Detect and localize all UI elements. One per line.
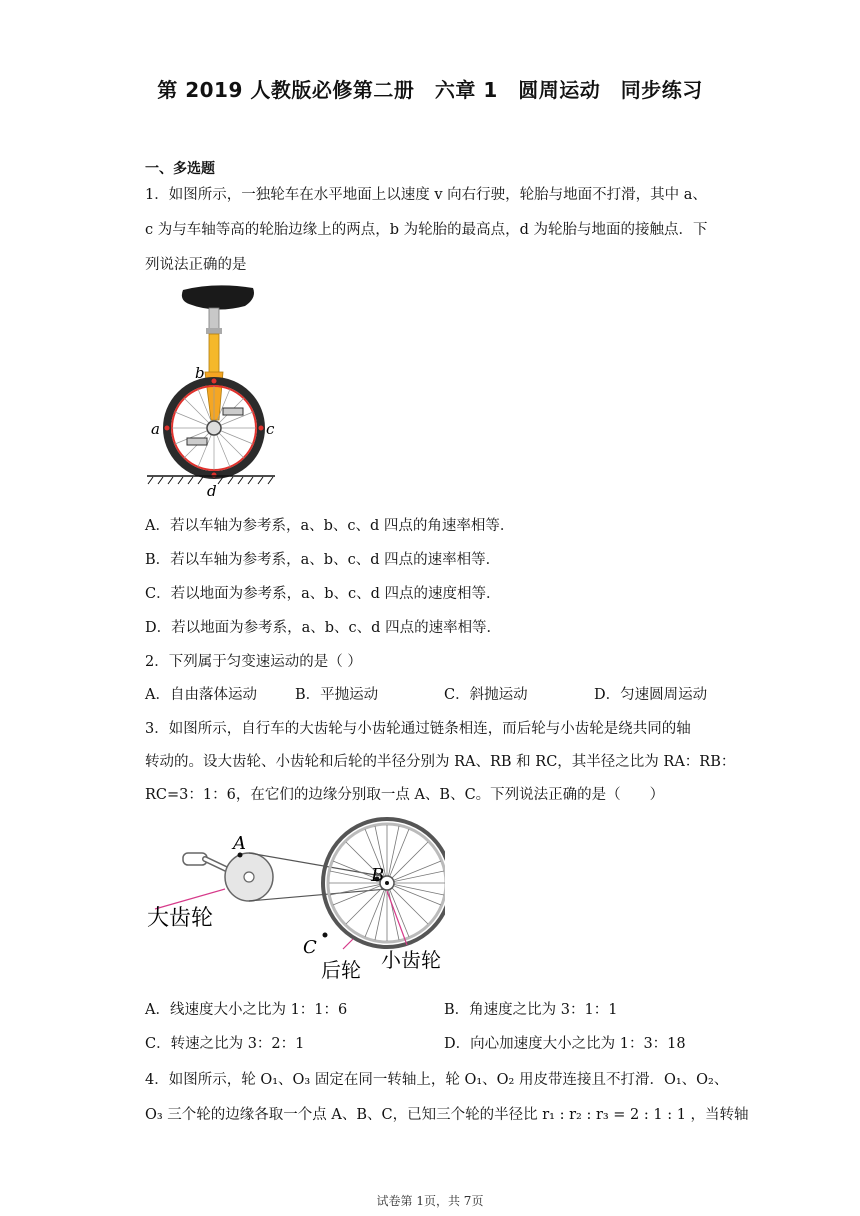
q1-option-c: C．若以地面为参考系，a、b、c、d 四点的速度相等． xyxy=(145,586,501,602)
q1-option-d: D．若以地面为参考系，a、b、c、d 四点的速率相等． xyxy=(145,620,502,636)
section-heading: 一、多选题 xyxy=(145,161,215,177)
q3-stem-line1: 3．如图所示，自行车的大齿轮与小齿轮通过链条相连，而后轮与小齿轮是绕共同的轴 xyxy=(145,721,691,737)
q3-option-a: A．线速度大小之比为 1：1：6 xyxy=(145,1002,348,1018)
q4-stem-line1: 4．如图所示，轮 O₁、O₃ 固定在同一转轴上，轮 O₁、O₂ 用皮带连接且不打滑．O₁、O₂、 xyxy=(145,1072,729,1088)
q2-option-b: B．平抛运动 xyxy=(295,687,379,703)
q3-label-A: A xyxy=(233,833,246,854)
q1-label-b: b xyxy=(195,364,205,382)
q3-label-small-gear: 小齿轮 xyxy=(381,948,441,972)
q2-option-d: D．匀速圆周运动 xyxy=(594,687,708,703)
bicycle-gear-figure xyxy=(145,815,445,985)
q4-stem-line2: O₃ 三个轮的边缘各取一个点 A、B、C，已知三个轮的半径比 r₁ : r₂ : r₃ = 2 : 1 : 1 ，当转轴 xyxy=(145,1107,749,1123)
q3-label-rear-wheel: 后轮 xyxy=(321,958,361,982)
q3-option-d: D．向心加速度大小之比为 1：3：18 xyxy=(444,1036,686,1052)
q3-option-c: C．转速之比为 3：2：1 xyxy=(145,1036,305,1052)
q1-option-b: B．若以车轴为参考系，a、b、c、d 四点的速率相等． xyxy=(145,552,501,568)
q2-option-c: C．斜抛运动 xyxy=(444,687,528,703)
q3-option-b: B．角速度之比为 3：1：1 xyxy=(444,1002,618,1018)
q3-label-C: C xyxy=(303,937,317,958)
page-footer: 试卷第 1页，共 7页 xyxy=(376,1194,484,1208)
q1-label-c: c xyxy=(266,420,275,438)
page-title: 第 2019 人教版必修第二册 六章 1 圆周运动 同步练习 xyxy=(157,78,703,102)
q1-stem-line3: 列说法正确的是 xyxy=(145,257,247,273)
q1-option-a: A．若以车轴为参考系，a、b、c、d 四点的角速率相等． xyxy=(145,518,515,534)
q1-stem-line2: c 为与车轴等高的轮胎边缘上的两点，b 为轮胎的最高点，d 为轮胎与地面的接触点．下 xyxy=(145,222,708,238)
q3-stem-line2: 转动的。设大齿轮、小齿轮和后轮的半径分别为 RA、RB 和 RC，其半径之比为 RA：RB： xyxy=(145,754,736,770)
q2-stem: 2．下列属于匀变速运动的是（ ） xyxy=(145,654,362,670)
q3-label-B: B xyxy=(371,865,385,886)
unicycle-figure xyxy=(145,280,285,498)
q2-option-a: A．自由落体运动 xyxy=(145,687,257,703)
q3-stem-line3: RC=3：1：6，在它们的边缘分别取一点 A、B、C。下列说法正确的是（ ） xyxy=(145,787,665,803)
q1-label-a: a xyxy=(151,420,160,438)
q1-stem-line1: 1．如图所示，一独轮车在水平地面上以速度 v 向右行驶，轮胎与地面不打滑，其中 a、 xyxy=(145,187,707,203)
q1-label-d: d xyxy=(207,482,217,498)
q3-label-big-gear: 大齿轮 xyxy=(147,906,214,931)
